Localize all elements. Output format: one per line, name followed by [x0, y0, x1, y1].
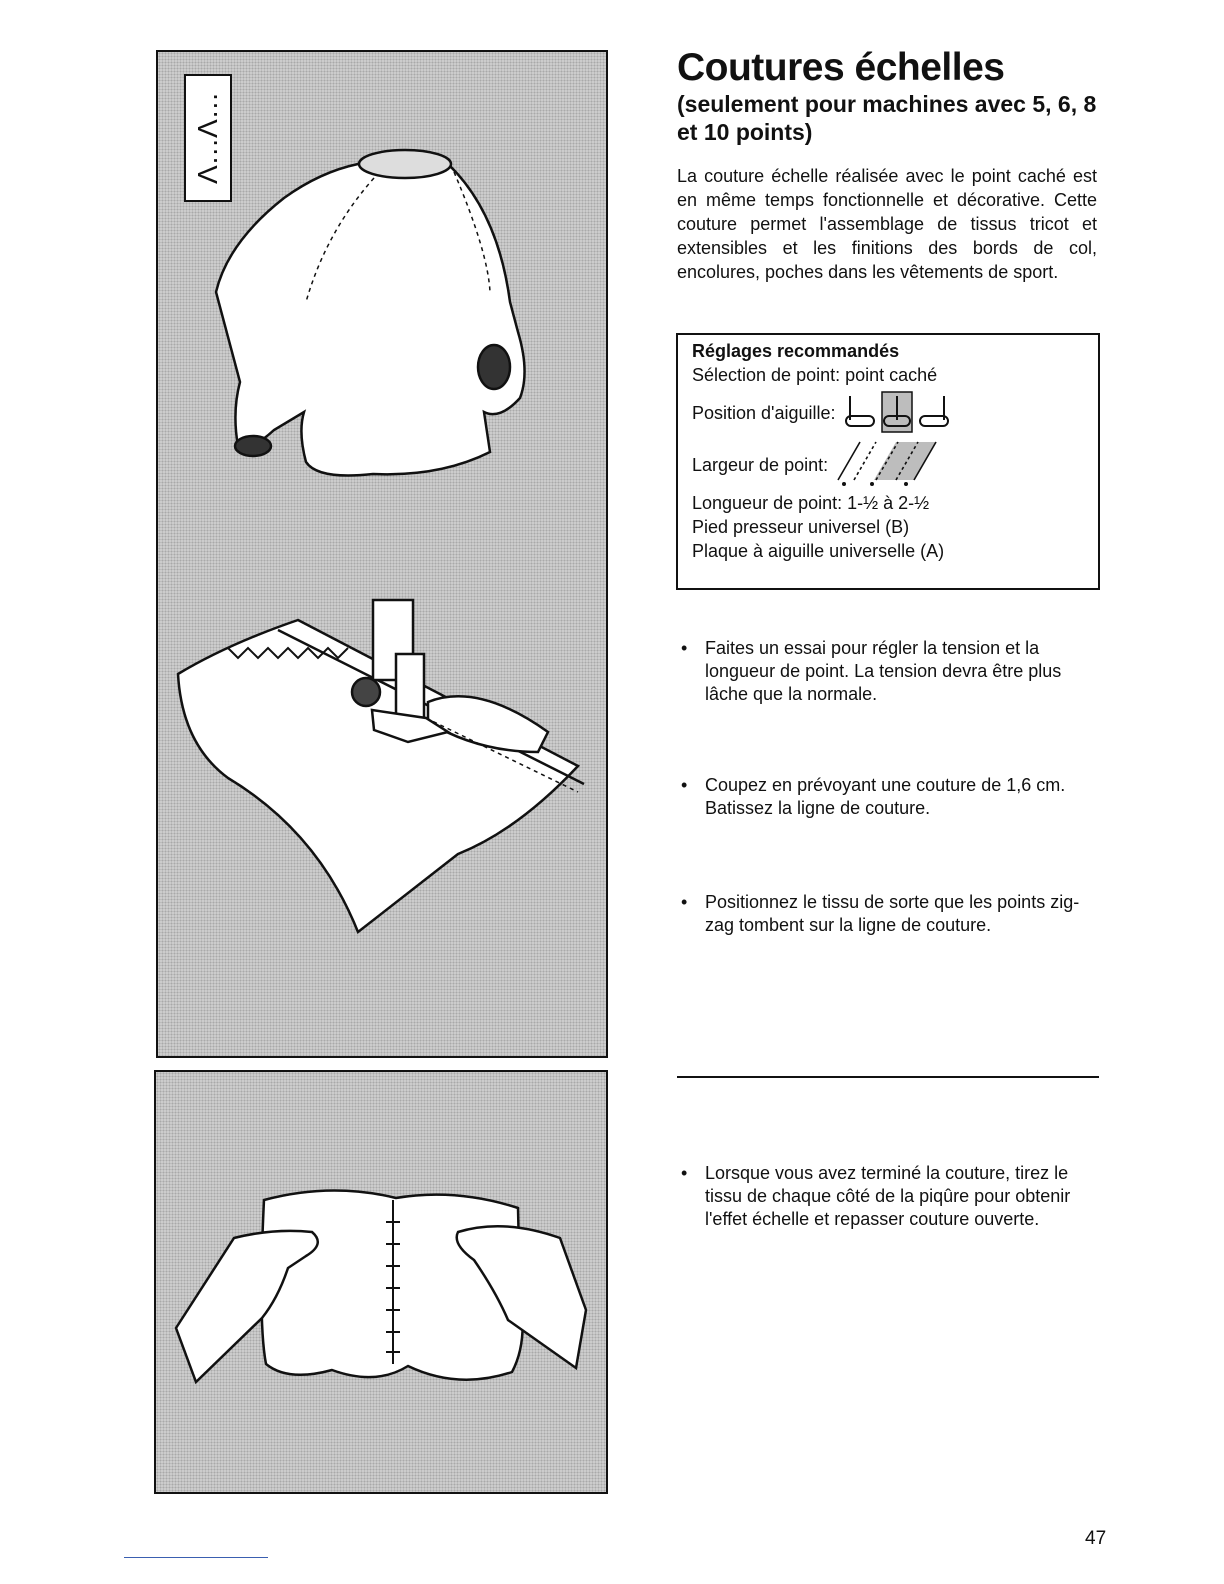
illustration-panel-top	[156, 50, 608, 1058]
bullet-item: • Lorsque vous avez terminé la couture, tirez le tissu de chaque côté de la piqûre pour obtenir l'effet échelle et repasser couture ouverte.	[681, 1163, 1071, 1229]
bullet-item: • Coupez en prévoyant une couture de 1,6 cm. Batissez la ligne de couture.	[681, 775, 1066, 818]
page-subtitle: (seulement pour machines avec 5, 6, 8 et 10 points)	[677, 91, 1097, 145]
stitch-width-row	[692, 439, 1084, 491]
bullet-icon: •	[681, 1163, 688, 1183]
footer-line	[124, 1557, 268, 1558]
presser-foot: Pied presseur universel (B)	[692, 517, 910, 537]
section-divider	[677, 1076, 1099, 1078]
settings-title: Réglages recommandés	[692, 341, 900, 361]
illustration-panel-bottom	[154, 1070, 608, 1494]
stitch-symbol-icon: Λ...Λ...	[184, 74, 232, 202]
hands-pulling-seam-illustration	[156, 1072, 606, 1492]
needle-position-label: Position d'aiguille:	[692, 402, 836, 423]
sweater-and-machine-illustration	[158, 52, 606, 1056]
page-title: Coutures échelles	[677, 46, 1005, 89]
stitch-width-label: Largeur de point:	[692, 454, 829, 475]
bullet-item: • Positionnez le tissu de sorte que les points zig-zag tombent sur la ligne de couture.	[681, 892, 1080, 935]
stitch-selection: Sélection de point: point caché	[692, 365, 938, 385]
needle-position-row	[692, 387, 1084, 439]
stitch-width-icon	[836, 440, 946, 490]
bullet-item: • Faites un essai pour régler la tension et la longueur de point. La tension devra être plus lâche que la normale.	[681, 638, 1062, 704]
stitch-length: Longueur de point: 1-½ à 2-½	[692, 493, 930, 513]
page-number: 47	[1085, 1528, 1107, 1549]
bullet-icon: •	[681, 892, 688, 912]
bullet-icon: •	[681, 775, 688, 795]
needle-position-icon	[844, 390, 954, 436]
sweater-illustration	[216, 164, 525, 476]
recommended-settings-box	[676, 333, 1100, 590]
bullet-icon: •	[681, 638, 688, 658]
intro-paragraph: La couture échelle réalisée avec le point caché est en même temps fonctionnelle et décorative. Cette couture permet l'assemblage de tissus tricot et extensibles et les finitions des bords de col, encolures, poches dans les vêtements de sport.	[677, 166, 1097, 282]
needle-plate: Plaque à aiguille universelle (A)	[692, 541, 945, 561]
